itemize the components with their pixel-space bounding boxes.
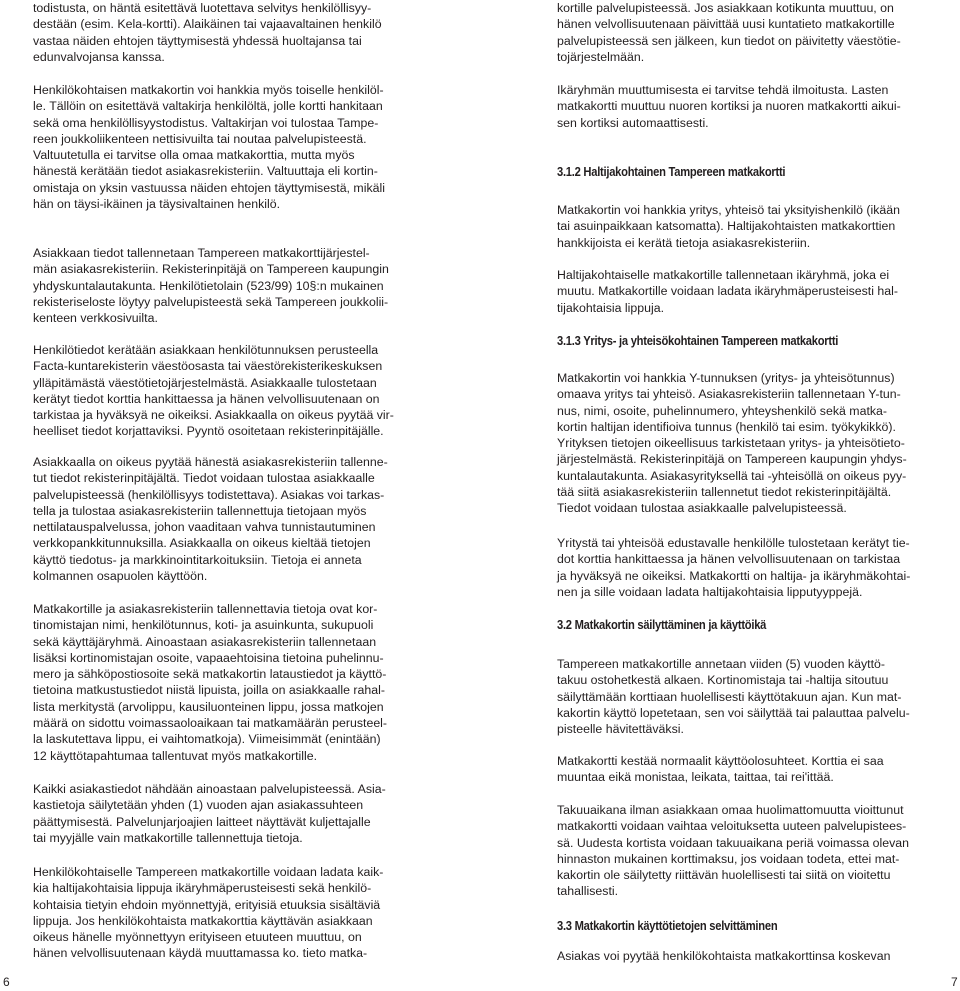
paragraph: Ikäryhmän muuttumisesta ei tarvitse tehdä ilmoitusta. Lasten matkakortti muuttuu nuoren kortiksi ja nuoren matkakortti aikui- sen kortiksi automaattisesti. xyxy=(557,83,901,130)
section-heading-3-3: 3.3 Matkakortin käyttötietojen selvittäminen xyxy=(557,918,778,933)
page-number-left: 6 xyxy=(3,975,10,989)
paragraph: Takuuaikana ilman asiakkaan omaa huolimattomuutta vioittunut matkakortti voidaan vaihtaa veloituksetta uuteen palvelupistees- sä. Uudesta kortista voidaan takuuaikana periä voimassa olevan hinnaston mukainen korttimaksu, jos voidaan todeta, ettei mat- kakortin ole säilytetty riittävän huolellisesti tai siitä on vioitettu tahallisesti. xyxy=(557,803,910,899)
paragraph: Matkakortin voi hankkia Y-tunnuksen (yritys- ja yhteisötunnus) omaava yritys tai yhteisö. Asiakasrekisteriin tallennetaan Y-tun- nus, nimi, osoite, puhelinnumero, yhteyshenkilö sekä matka- kortin haltijan identifioiva tunnus (henkilö tai esim. työkykikkö). Yrityksen tietojen oikeellisuus tarkistetaan yritys- ja yhteisötieto- järjestelmästä. Rekisterinpitäjä on Tampereen kaupungin yhdys- kuntalautakunta. Asiakasyrityksellä tai -yhteisöllä on oikeus pyy- tää siitä asiakasrekisteriin tallennetut tiedot rekisterinpitäjältä. Tiedot voidaan tulostaa asiakkaalle palvelupisteessä. xyxy=(557,371,907,516)
paragraph: todistusta, on häntä esitettävä luotettava selvitys henkilöllisyy- destään (esim. Kela-kortti). Alaikäinen tai vajaavaltainen henkilö vastaa näiden ehtojen täyttymisestä yhdessä huoltajansa tai edunvalvojansa kanssa. xyxy=(33,1,382,64)
paragraph: Henkilökohtaisen matkakortin voi hankkia myös toiselle henkilöl- le. Tällöin on esitettävä valtakirja henkilöltä, jolle kortti hankitaan sekä oma henkilöllisyystodistus. Valtakirjan voi tulostaa Tampe- reen joukkoliikenteen nettisivuilta tai noutaa palvelupisteestä. Valtuutetulla ei tarvitse olla omaa matkakorttia, mutta myös hänestä kerätään tiedot asiakasrekisteriin. Valtuuttaja eli kortin- omistaja on yksin vastuussa näiden ehtojen täyttymisestä, mikäli hän on täysi-ikäinen ja täysivaltainen henkilö. xyxy=(33,83,385,212)
paragraph: Asiakkaalla on oikeus pyytää hänestä asiakasrekisteriin tallenne- tut tiedot rekisterinpitäjältä. Tiedot voidaan tulostaa asiakkaalle palvelupisteessä (henkilöllisyys todistettava). Asiakas voi tarkas- tella ja tulostaa asiakasrekisteriin tallennettuja tietojaan myös nettilatauspalvelussa, johon vaaditaan vahva tunnistautuminen verkkopankkitunnuksilla. Asiakkaalla on oikeus kieltää tietojen käyttö tiedotus- ja markkinointitarkoituksiin. Tietoja ei anneta kolmannen osapuolen käyttöön. xyxy=(33,455,388,584)
paragraph: kortille palvelupisteessä. Jos asiakkaan kotikunta muuttuu, on hänen velvollisuutenaan päivittää uusi kuntatieto matkakortille palvelupisteessä sen jälkeen, kun tiedot on päivitetty väestötie- tojärjestelmään. xyxy=(557,1,901,64)
paragraph: Asiakas voi pyytää henkilökohtaista matkakorttinsa koskevan xyxy=(557,949,891,963)
paragraph: Tampereen matkakortille annetaan viiden (5) vuoden käyttö- takuu ostohetkestä alkaen. Kortinomistaja tai -haltija sitoutuu säilyttämään korttiaan huolellisesti käyttötakuun ajan. Kun mat- kakortin käyttö lopetetaan, sen voi säilyttää tai palauttaa palvelu- pisteelle hävitettäväksi. xyxy=(557,657,910,737)
paragraph: Yritystä tai yhteisöä edustavalle henkilölle tulostetaan kerätyt tie- dot korttia hankittaessa ja hänen velvollisuutenaan on tarkistaa ja hyväksyä ne oikeiksi. Matkakortti on haltija- ja ikäryhmäkohtai- nen ja sille voidaan ladata haltijakohtaisia lipputyyppejä. xyxy=(557,536,911,599)
paragraph: Kaikki asiakastiedot nähdään ainoastaan palvelupisteessä. Asia- kastietoja säilytetään yhden (1) vuoden ajan asiakassuhteen päättymisestä. Palvelunjarjoajien laitteet näyttävät kuljettajalle tai myyjälle vain matkakortille tallennettuja tietoja. xyxy=(33,782,386,845)
paragraph: Matkakortille ja asiakasrekisteriin tallennettavia tietoja ovat kor- tinomistajan nimi, henkilötunnus, koti- ja asuinkunta, sukupuoli sekä käyttäjäryhmä. Ainoastaan asiakasrekisteriin tallennetaan lisäksi kortinomistajan osoite, vapaaehtoisina tietoina puhelinnu- mero ja sähköpostiosoite sekä matkakortin lataustiedot ja käyttö- tietoina matkustustiedot niistä lipuista, joilla on asiakkaalle rahal- lista merkitystä (arvolippu, kausiluonteinen lippu, jossa matkojen määrä on sidottu voimassaoloaikaan tai matkamäärän perusteel- la laskutettava lippu, ei vaihtomatkoja). Viimeisimmät (enintään) 12 käyttötapahtumaa tallentuvat myös matkakortille. xyxy=(33,602,388,763)
paragraph: Henkilötiedot kerätään asiakkaan henkilötunnuksen perusteella Facta-kuntarekisterin väestöosasta tai väestörekisterikeskuksen ylläpitämästä väestötietojärjestelmästä. Asiakkaalle tulostetaan kerätyt tiedot korttia hankittaessa ja hänen velvollisuutenaan on tarkistaa ja hyväksyä ne oikeiksi. Asiakkaalla on oikeus pyytää vir- heelliset tiedot korjattaviksi. Pyyntö osoitetaan rekisterinpitäjälle. xyxy=(33,343,394,439)
paragraph: Matkakortti kestää normaalit käyttöolosuhteet. Korttia ei saa muuntaa eikä monistaa, leikata, taittaa, tai rei'ittää. xyxy=(557,754,884,785)
section-heading-3-2: 3.2 Matkakortin säilyttäminen ja käyttöikä xyxy=(557,617,767,632)
paragraph: Haltijakohtaiselle matkakortille tallennetaan ikäryhmä, joka ei muutu. Matkakortille voidaan ladata ikäryhmäperusteisesti hal- tijakohtaisia lippuja. xyxy=(557,268,898,315)
page-number-right: 7 xyxy=(951,975,958,989)
paragraph: Matkakortin voi hankkia yritys, yhteisö tai yksityishenkilö (ikään tai asuinpaikkaan katsomatta). Haltijakohtaisten matkakorttien hankkijoista ei kerätä tietoja asiakasrekisteriin. xyxy=(557,203,901,250)
section-heading-3-1-3: 3.1.3 Yritys- ja yhteisökohtainen Tampereen matkakortti xyxy=(557,333,839,348)
section-heading-3-1-2: 3.1.2 Haltijakohtainen Tampereen matkakortti xyxy=(557,164,786,179)
paragraph: Asiakkaan tiedot tallennetaan Tampereen matkakorttijärjestel- män asiakasrekisteriin. Rekisterinpitäjä on Tampereen kaupungin yhdyskuntalautakunta. Henkilötietolain (523/99) 10§:n mukainen rekisteriseloste löytyy palvelupisteestä sekä Tampereen joukkolii- kenteen verkkosivuilta. xyxy=(33,246,389,326)
paragraph: Henkilökohtaiselle Tampereen matkakortille voidaan ladata kaik- kia haltijakohtaisia lippuja ikäryhmäperusteisesti sekä henkilö- kohtaisia tietyin ehdoin myönnettyjä, erityisiä etuuksia sisältäviä lippuja. Jos henkilökohtaista matkakorttia käyttävän asiakkaan oikeus hänelle myönnettyyn erityiseen etuuteen muuttuu, on hänen velvollisuutenaan käydä muuttamassa ko. tieto matka- xyxy=(33,865,384,961)
